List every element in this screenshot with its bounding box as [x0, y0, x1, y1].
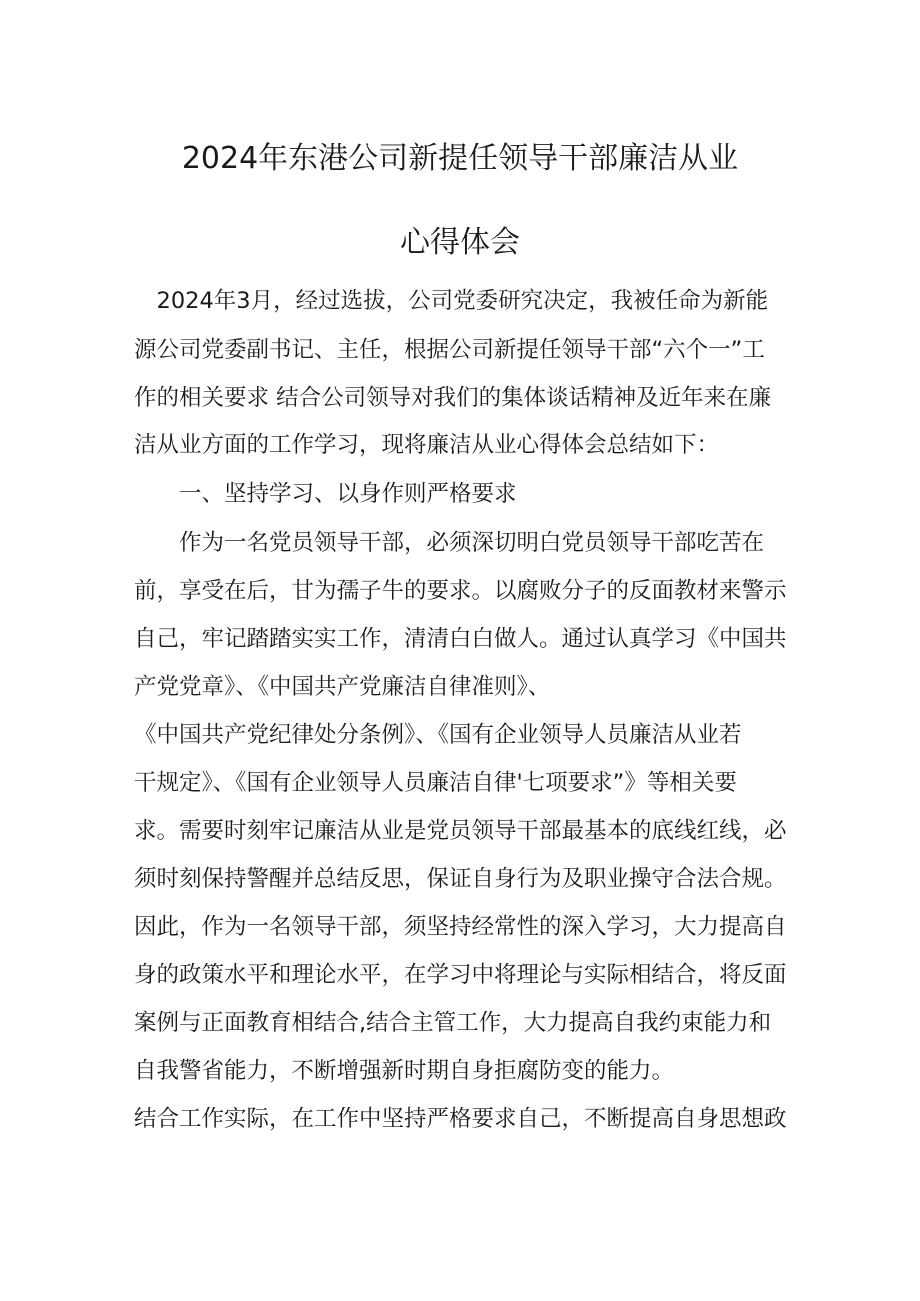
body-line: 须时刻保持警醒并总结反思，保证自身行为及职业操守合法合规。 — [134, 866, 787, 892]
body-line: 求。需要时刻牢记廉洁从业是党员领导干部最基本的底线红线，必 — [134, 818, 787, 844]
body-line: 洁从业方面的工作学习，现将廉洁从业心得体会总结如下： — [134, 432, 720, 458]
body-line: 自己，牢记踏踏实实工作，清清白白做人。通过认真学习《中国共 — [134, 626, 787, 652]
body-line: 《中国共产党纪律处分条例》、《国有企业领导人员廉洁从业若 — [134, 722, 742, 748]
body-line: 前，享受在后，甘为孺子牛的要求。以腐败分子的反面教材来警示 — [134, 578, 787, 604]
document-title-line-2: 心得体会 — [400, 225, 520, 260]
body-line: 作为一名党员领导干部，必须深切明白党员领导干部吃苦在 — [134, 530, 765, 556]
body-line: 2024年3月，经过选拔，公司党委研究决定，我被任命为新能 — [134, 288, 769, 314]
section-heading: 一、坚持学习、以身作则严格要求 — [134, 481, 517, 507]
body-line: 源公司党委副书记、主任，根据公司新提任领导干部“六个一”工 — [134, 337, 765, 363]
body-line: 因此，作为一名领导干部，须坚持经常性的深入学习，大力提高自 — [134, 914, 787, 940]
body-line: 结合工作实际，在工作中坚持严格要求自己，不断提高自身思想政 — [134, 1106, 787, 1132]
body-line: 产党党章》、《中国共产党廉洁自律准则》、 — [134, 674, 551, 700]
body-line: 案例与正面教育相结合,结合主管工作，大力提高自我约束能力和 — [134, 1010, 772, 1036]
document-title-line-1: 2024年东港公司新提任领导干部廉洁从业 — [181, 141, 739, 176]
body-line: 干规定》、《国有企业领导人员廉洁自律'七项要求”》等相关要 — [134, 770, 737, 796]
body-line: 作的相关要求 结合公司领导对我们的集体谈话精神及近年来在廉 — [134, 385, 772, 411]
body-line: 自我警省能力，不断增强新时期自身拒腐防变的能力。 — [134, 1058, 675, 1084]
body-line: 身的政策水平和理论水平，在学习中将理论与实际相结合，将反面 — [134, 962, 787, 988]
